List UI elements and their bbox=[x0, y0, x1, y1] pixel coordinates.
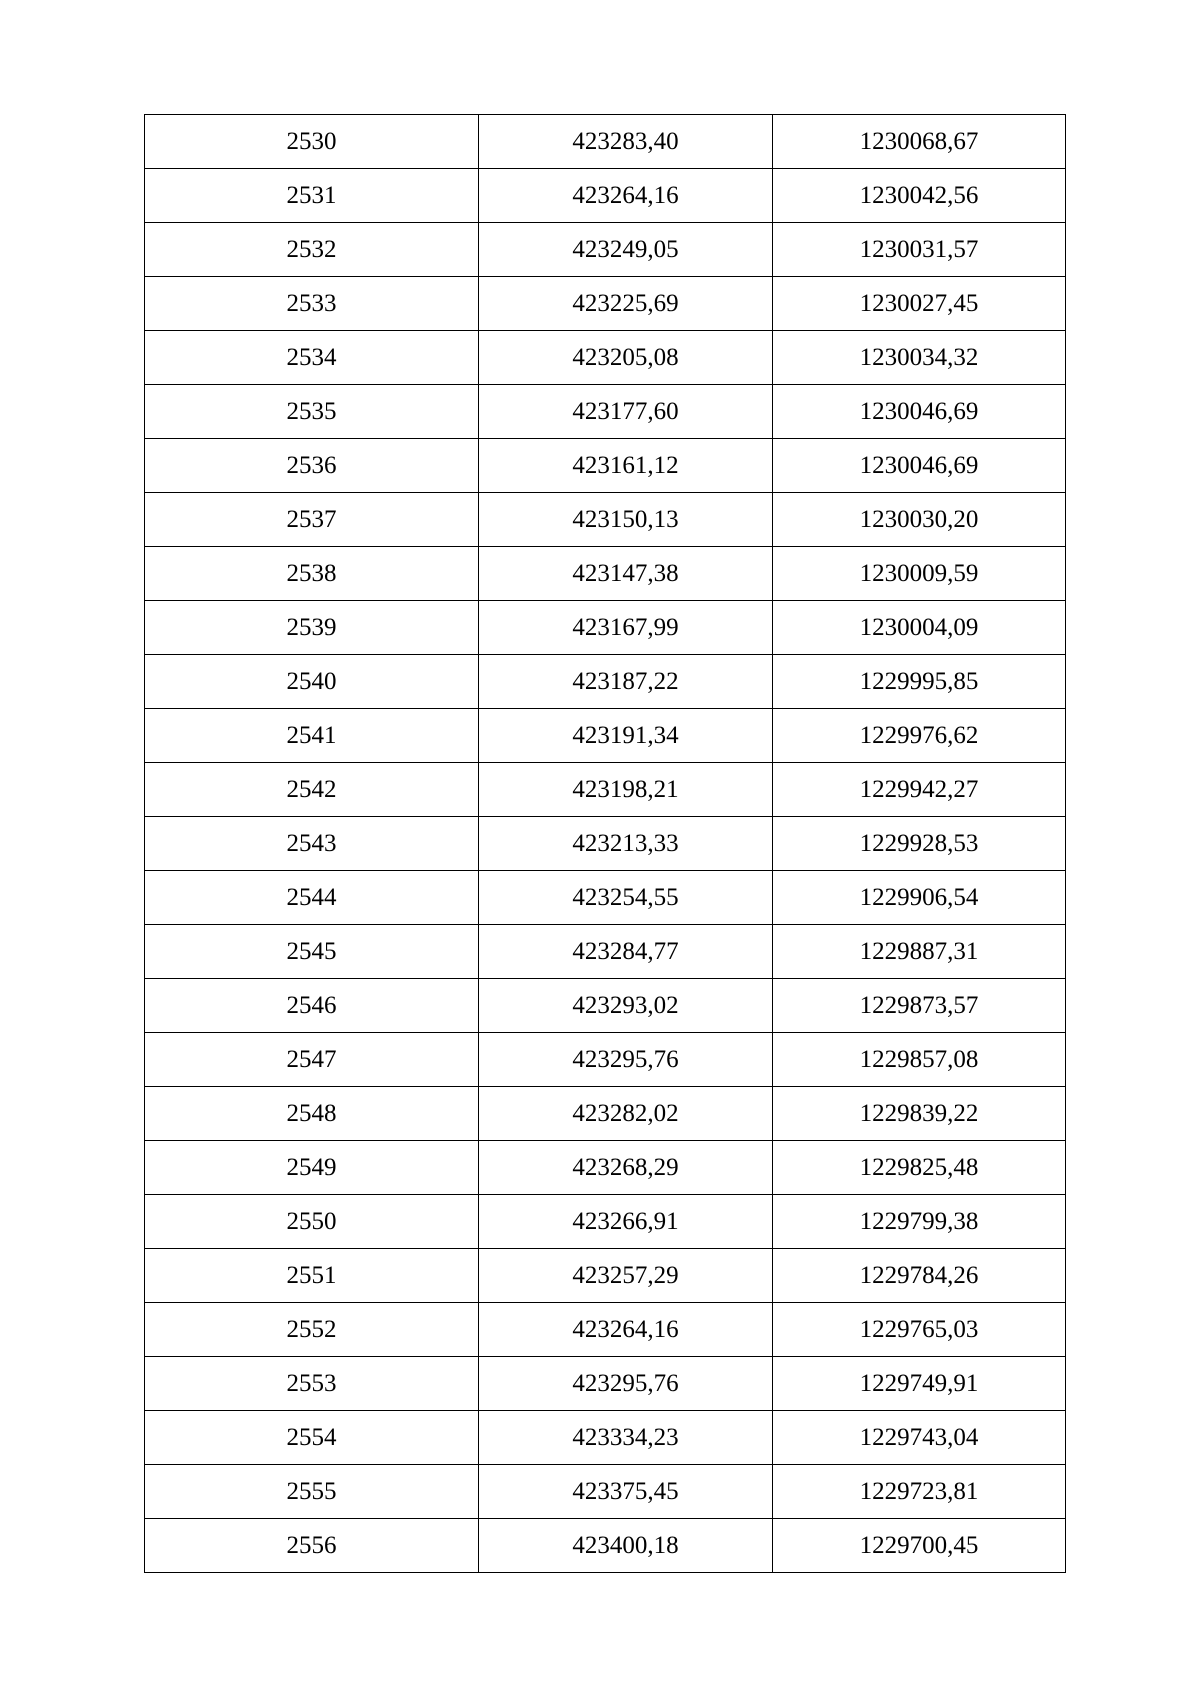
y-coordinate-cell: 1230027,45 bbox=[773, 277, 1066, 331]
x-coordinate-cell: 423191,34 bbox=[479, 709, 773, 763]
x-coordinate-cell: 423177,60 bbox=[479, 385, 773, 439]
x-coordinate-cell: 423295,76 bbox=[479, 1357, 773, 1411]
point-number-cell: 2553 bbox=[145, 1357, 479, 1411]
y-coordinate-cell: 1230009,59 bbox=[773, 547, 1066, 601]
point-number-cell: 2547 bbox=[145, 1033, 479, 1087]
point-number-cell: 2554 bbox=[145, 1411, 479, 1465]
y-coordinate-cell: 1229749,91 bbox=[773, 1357, 1066, 1411]
y-coordinate-cell: 1230034,32 bbox=[773, 331, 1066, 385]
table-row bbox=[145, 1087, 1066, 1141]
y-coordinate-cell: 1230004,09 bbox=[773, 601, 1066, 655]
table-row bbox=[145, 871, 1066, 925]
y-coordinate-cell: 1229928,53 bbox=[773, 817, 1066, 871]
table-row bbox=[145, 817, 1066, 871]
y-coordinate-cell: 1229995,85 bbox=[773, 655, 1066, 709]
table-row bbox=[145, 1141, 1066, 1195]
point-number-cell: 2543 bbox=[145, 817, 479, 871]
table-row bbox=[145, 277, 1066, 331]
table-row bbox=[145, 1195, 1066, 1249]
y-coordinate-cell: 1229765,03 bbox=[773, 1303, 1066, 1357]
point-number-cell: 2541 bbox=[145, 709, 479, 763]
table-row bbox=[145, 547, 1066, 601]
table-row bbox=[145, 439, 1066, 493]
x-coordinate-cell: 423264,16 bbox=[479, 169, 773, 223]
coordinates-table bbox=[144, 114, 1066, 1573]
table-row bbox=[145, 763, 1066, 817]
x-coordinate-cell: 423268,29 bbox=[479, 1141, 773, 1195]
point-number-cell: 2540 bbox=[145, 655, 479, 709]
x-coordinate-cell: 423293,02 bbox=[479, 979, 773, 1033]
point-number-cell: 2532 bbox=[145, 223, 479, 277]
y-coordinate-cell: 1229857,08 bbox=[773, 1033, 1066, 1087]
table-row bbox=[145, 979, 1066, 1033]
table-row bbox=[145, 601, 1066, 655]
point-number-cell: 2531 bbox=[145, 169, 479, 223]
point-number-cell: 2533 bbox=[145, 277, 479, 331]
point-number-cell: 2556 bbox=[145, 1519, 479, 1573]
point-number-cell: 2545 bbox=[145, 925, 479, 979]
point-number-cell: 2551 bbox=[145, 1249, 479, 1303]
x-coordinate-cell: 423400,18 bbox=[479, 1519, 773, 1573]
point-number-cell: 2550 bbox=[145, 1195, 479, 1249]
point-number-cell: 2536 bbox=[145, 439, 479, 493]
y-coordinate-cell: 1229942,27 bbox=[773, 763, 1066, 817]
point-number-cell: 2542 bbox=[145, 763, 479, 817]
table-row bbox=[145, 331, 1066, 385]
table-row bbox=[145, 385, 1066, 439]
table-row bbox=[145, 223, 1066, 277]
y-coordinate-cell: 1229723,81 bbox=[773, 1465, 1066, 1519]
x-coordinate-cell: 423257,29 bbox=[479, 1249, 773, 1303]
y-coordinate-cell: 1229700,45 bbox=[773, 1519, 1066, 1573]
point-number-cell: 2544 bbox=[145, 871, 479, 925]
table-row bbox=[145, 1249, 1066, 1303]
point-number-cell: 2530 bbox=[145, 115, 479, 169]
x-coordinate-cell: 423284,77 bbox=[479, 925, 773, 979]
table-row bbox=[145, 1303, 1066, 1357]
table-row bbox=[145, 493, 1066, 547]
point-number-cell: 2538 bbox=[145, 547, 479, 601]
table-row bbox=[145, 1357, 1066, 1411]
y-coordinate-cell: 1229887,31 bbox=[773, 925, 1066, 979]
y-coordinate-cell: 1230042,56 bbox=[773, 169, 1066, 223]
y-coordinate-cell: 1229839,22 bbox=[773, 1087, 1066, 1141]
y-coordinate-cell: 1229976,62 bbox=[773, 709, 1066, 763]
y-coordinate-cell: 1230068,67 bbox=[773, 115, 1066, 169]
table-row bbox=[145, 115, 1066, 169]
x-coordinate-cell: 423198,21 bbox=[479, 763, 773, 817]
x-coordinate-cell: 423375,45 bbox=[479, 1465, 773, 1519]
x-coordinate-cell: 423295,76 bbox=[479, 1033, 773, 1087]
y-coordinate-cell: 1229799,38 bbox=[773, 1195, 1066, 1249]
point-number-cell: 2534 bbox=[145, 331, 479, 385]
table-row bbox=[145, 1465, 1066, 1519]
x-coordinate-cell: 423225,69 bbox=[479, 277, 773, 331]
y-coordinate-cell: 1229784,26 bbox=[773, 1249, 1066, 1303]
point-number-cell: 2548 bbox=[145, 1087, 479, 1141]
point-number-cell: 2546 bbox=[145, 979, 479, 1033]
y-coordinate-cell: 1229825,48 bbox=[773, 1141, 1066, 1195]
point-number-cell: 2555 bbox=[145, 1465, 479, 1519]
x-coordinate-cell: 423161,12 bbox=[479, 439, 773, 493]
x-coordinate-cell: 423205,08 bbox=[479, 331, 773, 385]
x-coordinate-cell: 423187,22 bbox=[479, 655, 773, 709]
table-row bbox=[145, 1033, 1066, 1087]
y-coordinate-cell: 1230046,69 bbox=[773, 385, 1066, 439]
y-coordinate-cell: 1230030,20 bbox=[773, 493, 1066, 547]
x-coordinate-cell: 423266,91 bbox=[479, 1195, 773, 1249]
table-row bbox=[145, 1519, 1066, 1573]
table-row bbox=[145, 655, 1066, 709]
y-coordinate-cell: 1229906,54 bbox=[773, 871, 1066, 925]
x-coordinate-cell: 423283,40 bbox=[479, 115, 773, 169]
x-coordinate-cell: 423264,16 bbox=[479, 1303, 773, 1357]
y-coordinate-cell: 1230031,57 bbox=[773, 223, 1066, 277]
point-number-cell: 2549 bbox=[145, 1141, 479, 1195]
x-coordinate-cell: 423334,23 bbox=[479, 1411, 773, 1465]
x-coordinate-cell: 423282,02 bbox=[479, 1087, 773, 1141]
table-row bbox=[145, 709, 1066, 763]
coordinates-table-body bbox=[145, 115, 1066, 1573]
x-coordinate-cell: 423249,05 bbox=[479, 223, 773, 277]
x-coordinate-cell: 423167,99 bbox=[479, 601, 773, 655]
point-number-cell: 2539 bbox=[145, 601, 479, 655]
point-number-cell: 2552 bbox=[145, 1303, 479, 1357]
table-row bbox=[145, 169, 1066, 223]
table-row bbox=[145, 1411, 1066, 1465]
x-coordinate-cell: 423150,13 bbox=[479, 493, 773, 547]
x-coordinate-cell: 423213,33 bbox=[479, 817, 773, 871]
y-coordinate-cell: 1229873,57 bbox=[773, 979, 1066, 1033]
y-coordinate-cell: 1229743,04 bbox=[773, 1411, 1066, 1465]
point-number-cell: 2535 bbox=[145, 385, 479, 439]
table-row bbox=[145, 925, 1066, 979]
x-coordinate-cell: 423254,55 bbox=[479, 871, 773, 925]
y-coordinate-cell: 1230046,69 bbox=[773, 439, 1066, 493]
point-number-cell: 2537 bbox=[145, 493, 479, 547]
x-coordinate-cell: 423147,38 bbox=[479, 547, 773, 601]
